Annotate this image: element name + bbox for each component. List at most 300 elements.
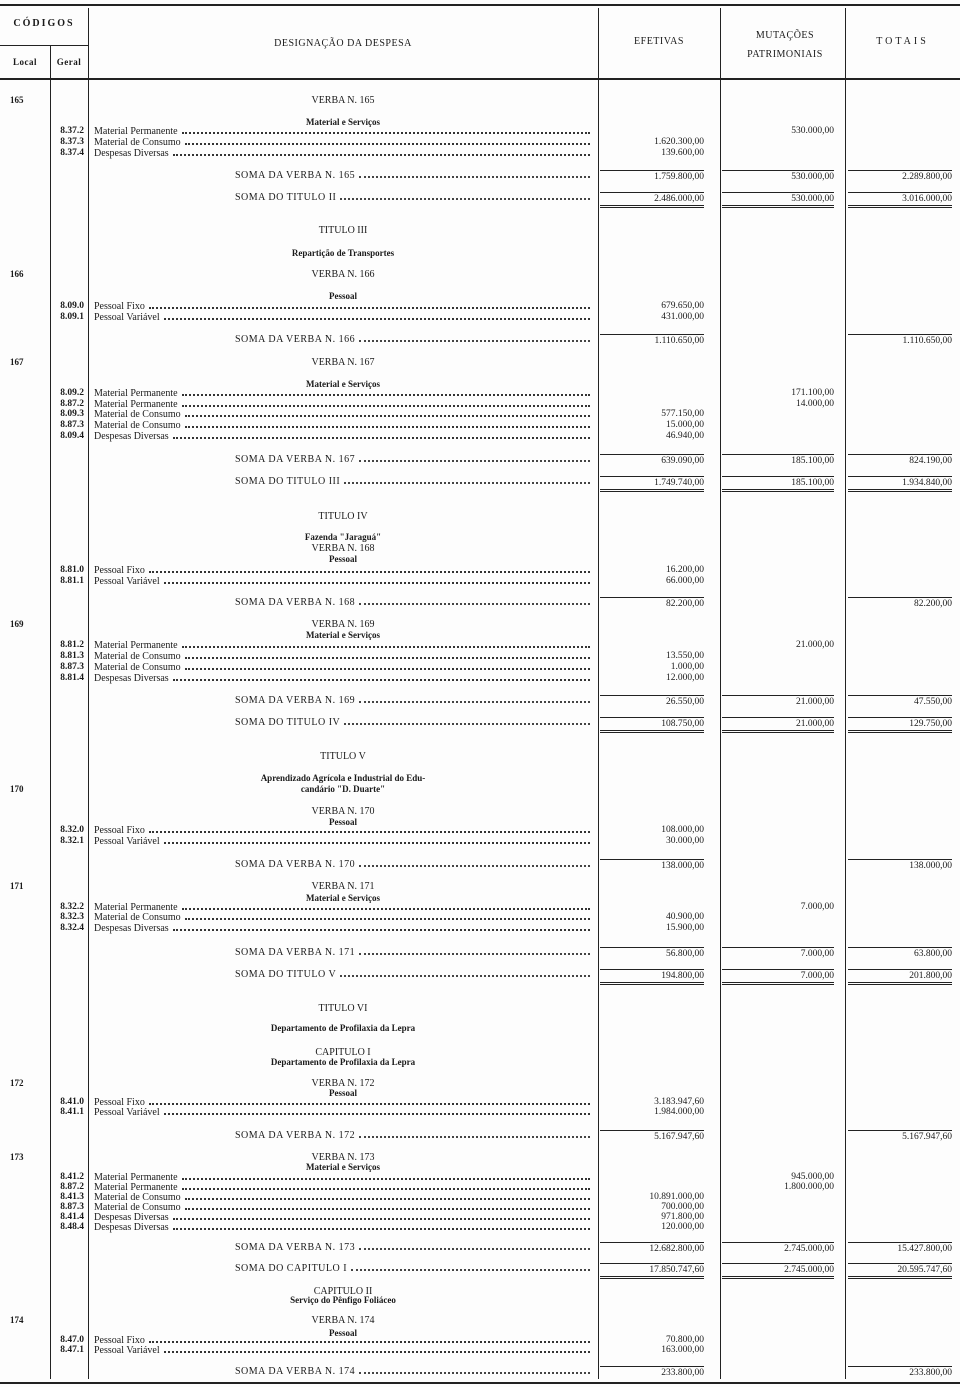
- efetivas-value: 1.000,00: [670, 662, 704, 672]
- geral-code: 8.81.1: [60, 576, 84, 586]
- line-item: [0, 1222, 960, 1233]
- dot-leader: [185, 662, 590, 670]
- line-item: [0, 409, 960, 420]
- item-label: Material Permanente: [94, 902, 178, 913]
- geral-code: 8.41.0: [60, 1097, 84, 1107]
- sum-label: SOMA DA VERBA N. 166: [235, 334, 356, 345]
- section-heading: [0, 773, 960, 784]
- geral-code: 8.09.0: [60, 301, 84, 311]
- sum-row: [0, 476, 960, 487]
- item-label: Pessoal Fixo: [94, 565, 145, 576]
- dot-leader: [359, 170, 590, 178]
- dot-leader: [185, 137, 590, 145]
- subheading-text: Material e Serviços: [306, 1162, 380, 1172]
- efetivas-value: 15.900,00: [666, 923, 704, 933]
- mutacoes-value: 530.000,00: [722, 192, 834, 208]
- header-totais: TOTAIS: [876, 36, 929, 47]
- geral-code: 8.47.0: [60, 1335, 84, 1345]
- heading-text: VERBA N. 173: [311, 1152, 375, 1163]
- efetivas-value: 577.150,00: [661, 409, 704, 419]
- section-heading: [0, 751, 960, 762]
- mutacoes-value: 21.000,00: [722, 695, 834, 708]
- subheading-text: Departamento de Profilaxia da Lepra: [270, 1023, 416, 1033]
- geral-code: 8.32.1: [60, 836, 84, 846]
- geral-code: 8.09.1: [60, 312, 84, 322]
- mutacoes-value: 185.100,00: [722, 454, 834, 467]
- geral-code: 8.32.2: [60, 902, 84, 912]
- dot-leader: [359, 597, 590, 605]
- sum-row: [0, 717, 960, 728]
- efetivas-value: 46.940,00: [666, 431, 704, 441]
- dot-leader: [344, 476, 590, 484]
- dot-leader: [173, 1222, 590, 1230]
- geral-code: 8.81.3: [60, 651, 84, 661]
- line-item: [0, 388, 960, 399]
- mutacoes-value: 171.100,00: [791, 388, 834, 398]
- sum-row: [0, 170, 960, 181]
- item-label: Material de Consumo: [94, 662, 181, 673]
- efetivas-value: 233.800,00: [600, 1366, 704, 1379]
- efetivas-value: 971.800,00: [661, 1212, 704, 1222]
- geral-code: 8.87.3: [60, 1202, 84, 1212]
- sum-row: [0, 192, 960, 203]
- dot-leader: [185, 1192, 590, 1200]
- dot-leader: [359, 454, 590, 462]
- sum-row: [0, 1263, 960, 1274]
- dot-leader: [182, 399, 590, 407]
- sum-label: SOMA DO TITULO V: [235, 969, 337, 980]
- totais-value: 15.427.800,00: [848, 1242, 952, 1255]
- sum-label: SOMA DA VERBA N. 174: [235, 1366, 356, 1377]
- efetivas-value: 1.759.800,00: [600, 170, 704, 183]
- totais-value: 138.000,00: [848, 859, 952, 872]
- line-item: [0, 640, 960, 651]
- sum-label: SOMA DA VERBA N. 172: [235, 1130, 356, 1141]
- efetivas-value: 16.200,00: [666, 565, 704, 575]
- header-designacao: DESIGNAÇÃO DA DESPESA: [274, 38, 412, 49]
- local-code: 174: [10, 1315, 24, 1325]
- efetivas-value: 163.000,00: [661, 1345, 704, 1355]
- item-label: Pessoal Variável: [94, 1107, 160, 1118]
- local-code: 173: [10, 1152, 24, 1162]
- section-heading: [0, 806, 960, 817]
- dot-leader: [351, 1263, 590, 1271]
- totais-value: 129.750,00: [848, 717, 952, 733]
- line-item: [0, 923, 960, 934]
- sum-label: SOMA DA VERBA N. 173: [235, 1242, 356, 1253]
- subheading-text: Pessoal: [329, 1328, 357, 1338]
- dot-leader: [164, 576, 590, 584]
- efetivas-value: 1.110.650,00: [600, 334, 704, 347]
- item-label: Pessoal Fixo: [94, 825, 145, 836]
- heading-text: VERBA N. 165: [311, 95, 375, 106]
- heading-text: VERBA N. 170: [311, 806, 375, 817]
- efetivas-value: 1.749.740,00: [600, 476, 704, 492]
- section-heading: [0, 269, 960, 280]
- header-efetivas: EFETIVAS: [634, 36, 684, 47]
- mutacoes-value: 1.800.000,00: [784, 1182, 834, 1192]
- item-label: Despesas Diversas: [94, 431, 169, 442]
- mutacoes-value: 530.000,00: [791, 126, 834, 136]
- heading-text: TITULO VI: [318, 1003, 368, 1014]
- item-label: Material de Consumo: [94, 409, 181, 420]
- mutacoes-value: 21.000,00: [796, 640, 834, 650]
- item-label: Despesas Diversas: [94, 1212, 169, 1223]
- heading-text: VERBA N. 168: [311, 543, 375, 554]
- geral-code: 8.09.3: [60, 409, 84, 419]
- mutacoes-value: 21.000,00: [722, 717, 834, 733]
- item-label: Despesas Diversas: [94, 1222, 169, 1233]
- efetivas-value: 10.891.000,00: [649, 1192, 704, 1202]
- item-label: Material de Consumo: [94, 651, 181, 662]
- totais-value: 233.800,00: [848, 1366, 952, 1379]
- dot-leader: [149, 825, 590, 833]
- line-item: [0, 420, 960, 431]
- efetivas-value: 639.090,00: [600, 454, 704, 467]
- efetivas-value: 56.800,00: [600, 947, 704, 960]
- totais-value: 47.550,00: [848, 695, 952, 708]
- subheading-text: Pessoal: [329, 817, 357, 827]
- line-item: [0, 662, 960, 673]
- item-label: Pessoal Fixo: [94, 301, 145, 312]
- section-heading: [0, 357, 960, 368]
- item-label: Material Permanente: [94, 1182, 178, 1193]
- efetivas-value: 2.486.000,00: [600, 192, 704, 208]
- heading-text: TITULO III: [318, 225, 368, 236]
- line-item: [0, 651, 960, 662]
- sum-row: [0, 1366, 960, 1377]
- item-label: Pessoal Variável: [94, 836, 160, 847]
- section-heading: [0, 1023, 960, 1034]
- top-rule: [0, 4, 960, 6]
- sum-label: SOMA DO TITULO IV: [235, 717, 341, 728]
- line-item: [0, 148, 960, 159]
- section-heading: [0, 1315, 960, 1326]
- item-label: Pessoal Fixo: [94, 1335, 145, 1346]
- totais-value: 201.800,00: [848, 969, 952, 985]
- dot-leader: [340, 969, 590, 977]
- mutacoes-value: 2.745.000,00: [722, 1263, 834, 1279]
- subheading-text: Material e Serviços: [306, 630, 380, 640]
- geral-code: 8.41.1: [60, 1107, 84, 1117]
- header-geral: Geral: [56, 57, 82, 67]
- item-label: Material Permanente: [94, 1172, 178, 1183]
- heading-text: CAPITULO I: [315, 1047, 371, 1058]
- line-item: [0, 126, 960, 137]
- item-label: Material Permanente: [94, 640, 178, 651]
- section-heading: [0, 1057, 960, 1068]
- item-label: Material Permanente: [94, 399, 178, 410]
- mutacoes-value: 14.000,00: [796, 399, 834, 409]
- sum-row: [0, 947, 960, 958]
- geral-code: 8.41.4: [60, 1212, 84, 1222]
- geral-code: 8.81.4: [60, 673, 84, 683]
- section-heading: [0, 248, 960, 259]
- efetivas-value: 431.000,00: [661, 312, 704, 322]
- mutacoes-value: 7.000,00: [800, 902, 834, 912]
- efetivas-value: 108.750,00: [600, 717, 704, 733]
- geral-code: 8.87.3: [60, 420, 84, 430]
- item-label: Despesas Diversas: [94, 673, 169, 684]
- local-code: 172: [10, 1078, 24, 1088]
- geral-code: 8.32.3: [60, 912, 84, 922]
- mutacoes-value: 7.000,00: [722, 947, 834, 960]
- efetivas-value: 12.682.800,00: [600, 1242, 704, 1255]
- local-code: 169: [10, 619, 24, 629]
- sum-row: [0, 695, 960, 706]
- line-item: [0, 1107, 960, 1118]
- sum-label: SOMA DA VERBA N. 168: [235, 597, 356, 608]
- section-heading: [0, 543, 960, 554]
- section-heading: [0, 95, 960, 106]
- section-heading: [0, 554, 960, 565]
- geral-code: 8.41.2: [60, 1172, 84, 1182]
- line-item: [0, 673, 960, 684]
- sum-label: SOMA DA VERBA N. 169: [235, 695, 356, 706]
- dot-leader: [185, 409, 590, 417]
- line-item: [0, 431, 960, 442]
- heading-text: VERBA N. 169: [311, 619, 375, 630]
- subheading-text: Departamento de Profilaxia da Lepra: [270, 1057, 416, 1067]
- dot-leader: [149, 1335, 590, 1343]
- totais-value: 63.800,00: [848, 947, 952, 960]
- mutacoes-value: 2.745.000,00: [722, 1242, 834, 1255]
- item-label: Material Permanente: [94, 126, 178, 137]
- local-code: 167: [10, 357, 24, 367]
- sum-row: [0, 859, 960, 870]
- dot-leader: [149, 565, 590, 573]
- line-item: [0, 836, 960, 847]
- dot-leader: [173, 431, 590, 439]
- item-label: Pessoal Fixo: [94, 1097, 145, 1108]
- totais-value: 824.190,00: [848, 454, 952, 467]
- dot-leader: [164, 1345, 590, 1353]
- sum-label: SOMA DA VERBA N. 165: [235, 170, 356, 181]
- dot-leader: [185, 651, 590, 659]
- dot-leader: [164, 836, 590, 844]
- section-heading: [0, 225, 960, 236]
- subheading-text: Material e Serviços: [306, 893, 380, 903]
- sum-label: SOMA DA VERBA N. 167: [235, 454, 356, 465]
- sum-label: SOMA DA VERBA N. 171: [235, 947, 356, 958]
- geral-code: 8.32.0: [60, 825, 84, 835]
- geral-code: 8.87.3: [60, 662, 84, 672]
- subheading-text: Material e Serviços: [306, 379, 380, 389]
- line-item: [0, 301, 960, 312]
- local-code: 170: [10, 784, 24, 794]
- dot-leader: [182, 1182, 590, 1190]
- sum-row: [0, 454, 960, 465]
- section-heading: [0, 881, 960, 892]
- totais-value: 2.289.800,00: [848, 170, 952, 183]
- dot-leader: [185, 912, 590, 920]
- totais-value: 82.200,00: [848, 597, 952, 610]
- dot-leader: [164, 312, 590, 320]
- dot-leader: [173, 673, 590, 681]
- section-heading: [0, 532, 960, 543]
- efetivas-value: 1.984.000,00: [654, 1107, 704, 1117]
- line-item: [0, 312, 960, 323]
- dot-leader: [344, 717, 590, 725]
- header-local: Local: [13, 57, 37, 67]
- sum-row: [0, 1242, 960, 1253]
- geral-code: 8.37.3: [60, 137, 84, 147]
- totais-value: 20.595.747,60: [848, 1263, 952, 1279]
- dot-leader: [359, 947, 590, 955]
- section-heading: [0, 1295, 960, 1306]
- efetivas-value: 12.000,00: [666, 673, 704, 683]
- efetivas-value: 17.850.747,60: [600, 1263, 704, 1279]
- subheading-text: Aprendizado Agrícola e Industrial do Edu-: [260, 773, 426, 783]
- codigos-rule: [0, 45, 88, 46]
- geral-code: 8.87.2: [60, 1182, 84, 1192]
- subheading-text: Repartição de Transportes: [291, 248, 395, 258]
- efetivas-value: 108.000,00: [661, 825, 704, 835]
- subheading-text: candário "D. Duarte": [300, 784, 386, 794]
- dot-leader: [173, 923, 590, 931]
- efetivas-value: 30.000,00: [666, 836, 704, 846]
- dot-leader: [182, 640, 590, 648]
- line-item: [0, 912, 960, 923]
- geral-code: 8.48.4: [60, 1222, 84, 1232]
- efetivas-value: 138.000,00: [600, 859, 704, 872]
- heading-text: VERBA N. 172: [311, 1078, 375, 1089]
- item-label: Despesas Diversas: [94, 923, 169, 934]
- heading-text: VERBA N. 166: [311, 269, 375, 280]
- geral-code: 8.09.4: [60, 431, 84, 441]
- heading-text: TITULO IV: [318, 511, 368, 522]
- dot-leader: [359, 859, 590, 867]
- sum-label: SOMA DO TITULO III: [235, 476, 341, 487]
- efetivas-value: 40.900,00: [666, 912, 704, 922]
- efetivas-value: 26.550,00: [600, 695, 704, 708]
- efetivas-value: 70.800,00: [666, 1335, 704, 1345]
- totais-value: 1.110.650,00: [848, 334, 952, 347]
- efetivas-value: 679.650,00: [661, 301, 704, 311]
- mutacoes-value: 945.000,00: [791, 1172, 834, 1182]
- section-heading: [0, 784, 960, 795]
- geral-code: 8.87.2: [60, 399, 84, 409]
- local-code: 171: [10, 881, 24, 891]
- item-label: Material de Consumo: [94, 420, 181, 431]
- dot-leader: [185, 1202, 590, 1210]
- item-label: Material de Consumo: [94, 1202, 181, 1213]
- efetivas-value: 139.600,00: [661, 148, 704, 158]
- efetivas-value: 15.000,00: [666, 420, 704, 430]
- geral-code: 8.09.2: [60, 388, 84, 398]
- geral-code: 8.47.1: [60, 1345, 84, 1355]
- mutacoes-value: 530.000,00: [722, 170, 834, 183]
- geral-code: 8.81.2: [60, 640, 84, 650]
- totais-value: 5.167.947,60: [848, 1130, 952, 1143]
- header-codigos: CÓDIGOS: [13, 18, 75, 29]
- dot-leader: [359, 1130, 590, 1138]
- sum-row: [0, 334, 960, 345]
- dot-leader: [182, 1172, 590, 1180]
- header-rule: [0, 78, 960, 80]
- efetivas-value: 120.000,00: [661, 1222, 704, 1232]
- efetivas-value: 194.800,00: [600, 969, 704, 985]
- dot-leader: [185, 420, 590, 428]
- dot-leader: [182, 126, 590, 134]
- dot-leader: [182, 388, 590, 396]
- dot-leader: [359, 695, 590, 703]
- dot-leader: [359, 334, 590, 342]
- line-item: [0, 576, 960, 587]
- totais-value: 3.016.000,00: [848, 192, 952, 208]
- line-item: [0, 137, 960, 148]
- header-mutacoes: MUTAÇÕES PATRIMONIAIS: [747, 30, 823, 60]
- efetivas-value: 82.200,00: [600, 597, 704, 610]
- efetivas-value: 66.000,00: [666, 576, 704, 586]
- local-code: 165: [10, 95, 24, 105]
- efetivas-value: 700.000,00: [661, 1202, 704, 1212]
- dot-leader: [149, 301, 590, 309]
- local-code: 166: [10, 269, 24, 279]
- item-label: Material de Consumo: [94, 912, 181, 923]
- line-item: [0, 825, 960, 836]
- efetivas-value: 5.167.947,60: [600, 1130, 704, 1143]
- item-label: Pessoal Variável: [94, 576, 160, 587]
- section-heading: [0, 511, 960, 522]
- item-label: Material Permanente: [94, 388, 178, 399]
- bottom-rule: [0, 1382, 960, 1384]
- geral-code: 8.81.0: [60, 565, 84, 575]
- sum-row: [0, 1130, 960, 1141]
- sum-row: [0, 597, 960, 608]
- dot-leader: [173, 148, 590, 156]
- efetivas-value: 1.620.300,00: [654, 137, 704, 147]
- section-heading: [0, 1003, 960, 1014]
- section-heading: [0, 619, 960, 630]
- subheading-text: Pessoal: [329, 554, 357, 564]
- subheading-text: Pessoal: [329, 1088, 357, 1098]
- dot-leader: [149, 1097, 590, 1105]
- item-label: Pessoal Variável: [94, 312, 160, 323]
- geral-code: 8.32.4: [60, 923, 84, 933]
- geral-code: 8.37.2: [60, 126, 84, 136]
- totais-value: 1.934.840,00: [848, 476, 952, 492]
- subheading-text: Material e Serviços: [306, 117, 380, 127]
- subheading-text: Pessoal: [329, 291, 357, 301]
- sum-label: SOMA DO TITULO II: [235, 192, 337, 203]
- dot-leader: [340, 192, 590, 200]
- item-label: Pessoal Variável: [94, 1345, 160, 1356]
- dot-leader: [359, 1242, 590, 1250]
- item-label: Material de Consumo: [94, 1192, 181, 1203]
- efetivas-value: 13.550,00: [666, 651, 704, 661]
- heading-text: CAPITULO II: [313, 1286, 373, 1297]
- line-item: [0, 1345, 960, 1356]
- geral-code: 8.41.3: [60, 1192, 84, 1202]
- mutacoes-value: 7.000,00: [722, 969, 834, 985]
- line-item: [0, 565, 960, 576]
- dot-leader: [173, 1212, 590, 1220]
- subheading-text: Serviço do Pênfigo Foliáceo: [290, 1295, 396, 1305]
- sum-row: [0, 969, 960, 980]
- efetivas-value: 3.183.947,60: [654, 1097, 704, 1107]
- sum-label: SOMA DO CAPITULO I: [235, 1263, 348, 1274]
- sum-label: SOMA DA VERBA N. 170: [235, 859, 356, 870]
- item-label: Despesas Diversas: [94, 148, 169, 159]
- subheading-text: Fazenda "Jaraguá": [304, 532, 382, 542]
- item-label: Material de Consumo: [94, 137, 181, 148]
- heading-text: VERBA N. 171: [311, 881, 375, 892]
- heading-text: TITULO V: [320, 751, 366, 762]
- geral-code: 8.37.4: [60, 148, 84, 158]
- dot-leader: [359, 1366, 590, 1374]
- dot-leader: [164, 1107, 590, 1115]
